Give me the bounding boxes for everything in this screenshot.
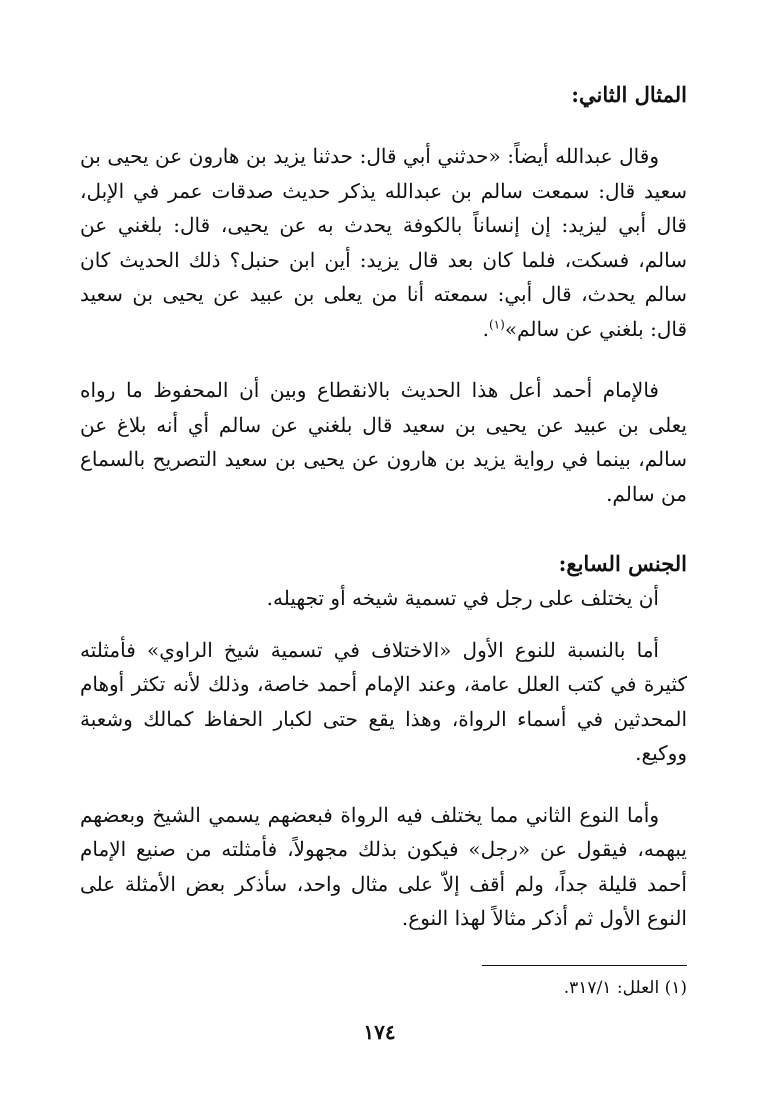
footnote-reference: (١) bbox=[488, 316, 505, 331]
section-heading-example-two: المثال الثاني: bbox=[571, 82, 687, 107]
paragraph-first-type: أما بالنسبة للنوع الأول «الاختلاف في تسمية شيخ الراوي» فأمثلته كثيرة في كتب العلل عامة، وعند الإمام أحمد خاصة، وذلك لأنه تكثر أوهام المحدثين في أسماء الرواة، وهذا يقع حتى لكبار الحفاظ كمالك وشعبة ووكيع. bbox=[80, 637, 687, 765]
paragraph-narration-end: . bbox=[482, 316, 489, 341]
section-heading-seventh-kind: الجنس السابع: bbox=[558, 551, 687, 576]
paragraph-second-type: وأما النوع الثاني مما يختلف فيه الرواة فبعضهم يسمي الشيخ وبعضهم يبهمه، فيقول عن «رجل» فيكون بذلك مجهولاً، فأمثلته من صنيع الإمام أحمد قليلة جداً، ولم أقف إلاّ على مثال واحد، سأذكر بعض الأمثلة على النوع الأول ثم أذكر مثالاً لهذا النوع. bbox=[80, 802, 687, 930]
page-number: ١٧٤ bbox=[363, 1020, 396, 1044]
paragraph-definition: أن يختلف على رجل في تسمية شيخه أو تجهيله. bbox=[266, 586, 659, 610]
paragraph-narration bbox=[80, 139, 687, 346]
paragraph-analysis: فالإمام أحمد أعل هذا الحديث بالانقطاع وبين أن المحفوظ ما رواه يعلى بن عبيد عن يحيى بن سعيد قال بلغني عن سالم أي أنه بلاغ عن سالم، بينما في رواية يزيد بن هارون عن يحيى بن سعيد التصريح بالسماع من سالم. bbox=[80, 378, 687, 506]
footnote-divider bbox=[482, 965, 687, 966]
paragraph-narration-text: وقال عبدالله أيضاً: «حدثني أبي قال: حدثنا يزيد بن هارون عن يحيى بن سعيد قال: سمعت سالم بن عبدالله يذكر حديث صدقات عمر في الإبل، قال أبي ليزيد: إن إنساناً بالكوفة يحدث به عن يحيى، قال: بلغني عن سالم، فسكت، فلما كان بعد قال يزيد: أين ابن حنبل؟ ذلك الحديث كان سالم يحدث، قال أبي: سمعته أنا من يعلى بن عبيد عن يحيى بن سعيد قال: بلغني عن سالم» bbox=[80, 144, 688, 341]
footnote: (١) العلل: ٣١٧/١. bbox=[563, 978, 687, 998]
